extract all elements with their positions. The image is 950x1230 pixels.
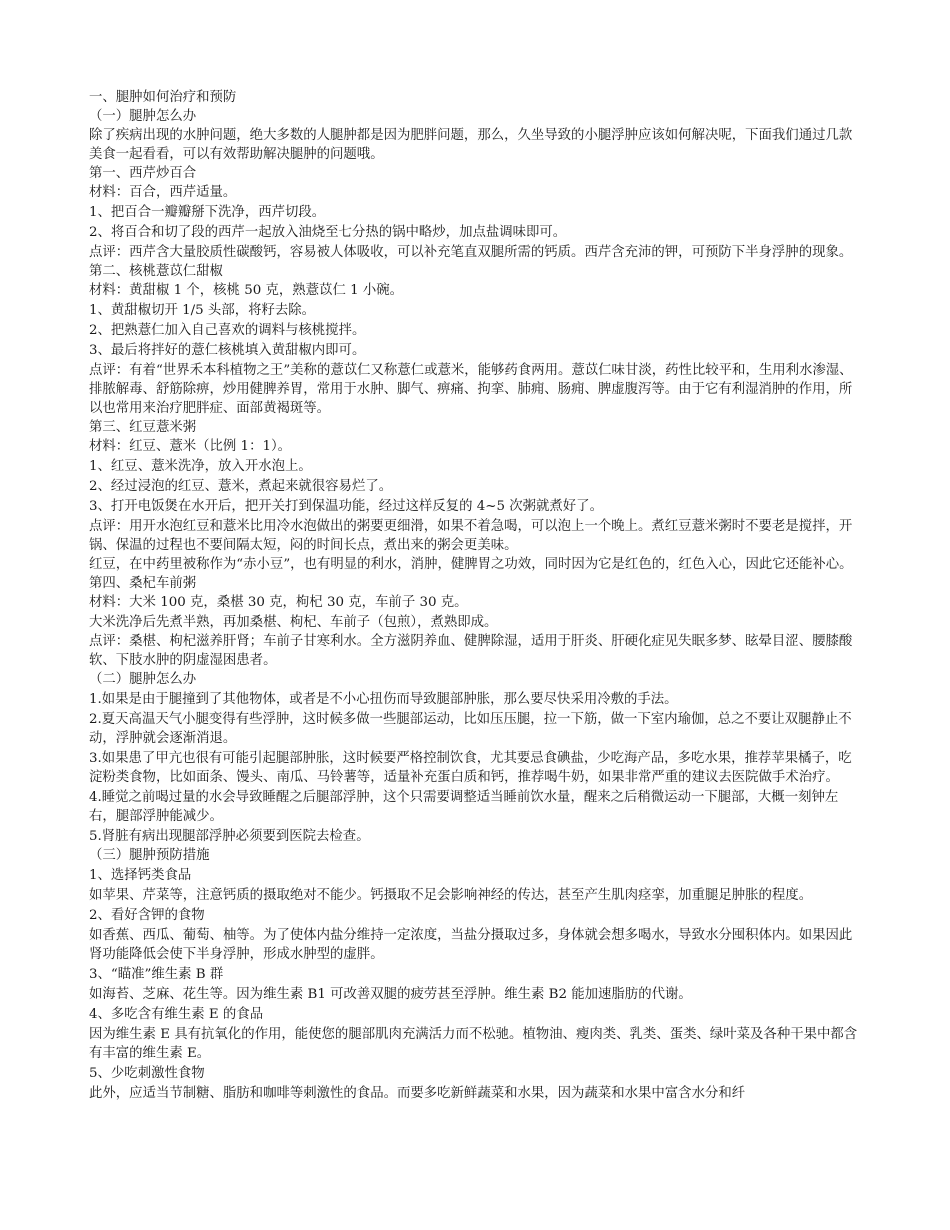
comment-paragraph: 点评：用开水泡红豆和薏米比用冷水泡做出的粥要更细滑，如果不着急喝，可以泡上一个晚上。煮红豆薏米粥时不要老是搅拌，开锅、保温的过程也不要间隔太短，闷的时间长点，煮出来的粥会更美味。 bbox=[89, 519, 853, 553]
tip-heading: 4、多吃含有维生素 E 的食品 bbox=[89, 1007, 264, 1022]
ingredients-line: 材料：红豆、薏米（比例 1：1）。 bbox=[89, 439, 292, 454]
subsection-heading: （二）腿肿怎么办 bbox=[89, 672, 197, 687]
paragraph: 红豆，在中药里被称作为“赤小豆”，也有明显的利水，消肿，健脾胃之功效，同时因为它是红色的，红色入心，因此它还能补心。 bbox=[89, 557, 853, 572]
list-item: 4.睡觉之前喝过量的水会导致睡醒之后腿部浮肿，这个只需要调整适当睡前饮水量，醒来之后稍微运动一下腿部，大概一刻钟左右，腿部浮肿能减少。 bbox=[89, 790, 839, 824]
list-item: 3.如果患了甲亢也很有可能引起腿部肿胀，这时候要严格控制饮食，尤其要忌食碘盐，少吃海产品，多吃水果，推荐苹果橘子，吃淀粉类食物，比如面条、馒头、南瓜、马铃薯等，适量补充蛋白质和钙，推荐喝牛奶，如果非常严重的建议去医院做手术治疗。 bbox=[89, 751, 852, 785]
comment-paragraph: 点评：桑椹、枸杞滋养肝肾；车前子甘寒利水。全方滋阴养血、健脾除湿，适用于肝炎、肝硬化症见失眠多梦、眩晕目涩、腰膝酸软、下肢水肿的阴虚湿困患者。 bbox=[89, 634, 853, 668]
recipe-heading: 第二、核桃薏苡仁甜椒 bbox=[89, 264, 223, 279]
tip-heading: 1、选择钙类食品 bbox=[89, 868, 192, 883]
step-line: 3、最后将拌好的薏仁核桃填入黄甜椒内即可。 bbox=[89, 343, 366, 358]
paragraph: 如香蕉、西瓜、葡萄、柚等。为了使体内盐分维持一定浓度，当盐分摄取过多，身体就会想多喝水，导致水分囤积体内。如果因此肾功能降低会使下半身浮肿，形成水肿型的虚胖。 bbox=[89, 928, 853, 962]
section-heading: 一、腿肿如何治疗和预防 bbox=[89, 90, 237, 105]
list-item: 1.如果是由于腿撞到了其他物体，或者是不小心扭伤而导致腿部肿胀，那么要尽快采用冷敷的手法。 bbox=[89, 692, 678, 707]
step-line: 1、把百合一瓣瓣掰下洗净，西芹切段。 bbox=[89, 205, 326, 220]
tip-heading: 3、“瞄准”维生素 B 群 bbox=[89, 967, 224, 982]
subsection-heading: （一）腿肿怎么办 bbox=[89, 109, 197, 124]
recipe-heading: 第四、桑杞车前粥 bbox=[89, 576, 197, 591]
step-line: 2、把熟薏仁加入自己喜欢的调料与核桃搅拌。 bbox=[89, 323, 366, 338]
step-line: 1、黄甜椒切开 1/5 头部，将籽去除。 bbox=[89, 303, 316, 318]
ingredients-line: 材料：黄甜椒 1 个，核桃 50 克，熟薏苡仁 1 小碗。 bbox=[89, 283, 404, 298]
step-line: 1、红豆、薏米洗净，放入开水泡上。 bbox=[89, 459, 312, 474]
comment-paragraph: 点评：有着“世界禾本科植物之王”美称的薏苡仁又称薏仁或薏米，能够药食两用。薏苡仁味甘淡，药性比较平和，生用利水渗湿、排脓解毒、舒筋除痹，炒用健脾养胃，常用于水肿、脚气、痹痛、拘挛、肺痈、肠痈、脾虚腹泻等。由于它有利湿消肿的作用，所以也常用来治疗肥胖症、面部黄褐斑等。 bbox=[89, 363, 853, 416]
paragraph: 除了疾病出现的水肿问题，绝大多数的人腿肿都是因为肥胖问题，那么，久坐导致的小腿浮肿应该如何解决呢，下面我们通过几款美食一起看看，可以有效帮助解决腿肿的问题哦。 bbox=[89, 128, 853, 162]
comment-paragraph: 点评：西芹含大量胶质性碳酸钙，容易被人体吸收，可以补充笔直双腿所需的钙质。西芹含充沛的钾，可预防下半身浮肿的现象。 bbox=[89, 245, 853, 260]
paragraph: 此外，应适当节制糖、脂肪和咖啡等刺激性的食品。而要多吃新鲜蔬菜和水果，因为蔬菜和水果中富含水分和纤 bbox=[89, 1086, 746, 1101]
paragraph: 如海苔、芝麻、花生等。因为维生素 B1 可改善双腿的疲劳甚至浮肿。维生素 B2 能加速脂肪的代谢。 bbox=[89, 987, 692, 1002]
paragraph: 如苹果、芹菜等，注意钙质的摄取绝对不能少。钙摄取不足会影响神经的传达，甚至产生肌肉痉挛，加重腿足肿胀的程度。 bbox=[89, 888, 813, 903]
step-line: 2、将百合和切了段的西芹一起放入油烧至七分热的锅中略炒，加点盐调味即可。 bbox=[89, 225, 567, 240]
recipe-heading: 第三、红豆薏米粥 bbox=[89, 420, 197, 435]
tip-heading: 5、少吃刺激性食物 bbox=[89, 1066, 205, 1081]
step-line: 3、打开电饭煲在水开后，把开关打到保温功能，经过这样反复的 4~5 次粥就煮好了。 bbox=[89, 499, 603, 514]
tip-heading: 2、看好含钾的食物 bbox=[89, 908, 205, 923]
ingredients-line: 材料：大米 100 克，桑椹 30 克，枸杞 30 克，车前子 30 克。 bbox=[89, 595, 468, 610]
ingredients-line: 材料：百合，西芹适量。 bbox=[89, 185, 237, 200]
paragraph: 大米洗净后先煮半熟，再加桑椹、枸杞、车前子（包煎），煮熟即成。 bbox=[89, 615, 498, 630]
paragraph: 因为维生素 E 具有抗氧化的作用，能使您的腿部肌肉充满活力而不松驰。植物油、瘦肉类、乳类、蛋类、绿叶菜及各种干果中都含有丰富的维生素 E。 bbox=[89, 1027, 858, 1061]
list-item: 5.肾脏有病出现腿部浮肿必须要到医院去检查。 bbox=[89, 829, 370, 844]
subsection-heading: （三）腿肿预防措施 bbox=[89, 848, 210, 863]
step-line: 2、经过浸泡的红豆、薏米，煮起来就很容易烂了。 bbox=[89, 479, 393, 494]
recipe-heading: 第一、西芹炒百合 bbox=[89, 166, 197, 181]
document-body bbox=[89, 88, 859, 1103]
list-item: 2.夏天高温天气小腿变得有些浮肿，这时候多做一些腿部运动，比如压压腿，拉一下筋，做一下室内瑜伽，总之不要让双腿静止不动，浮肿就会逐渐消退。 bbox=[89, 712, 852, 746]
